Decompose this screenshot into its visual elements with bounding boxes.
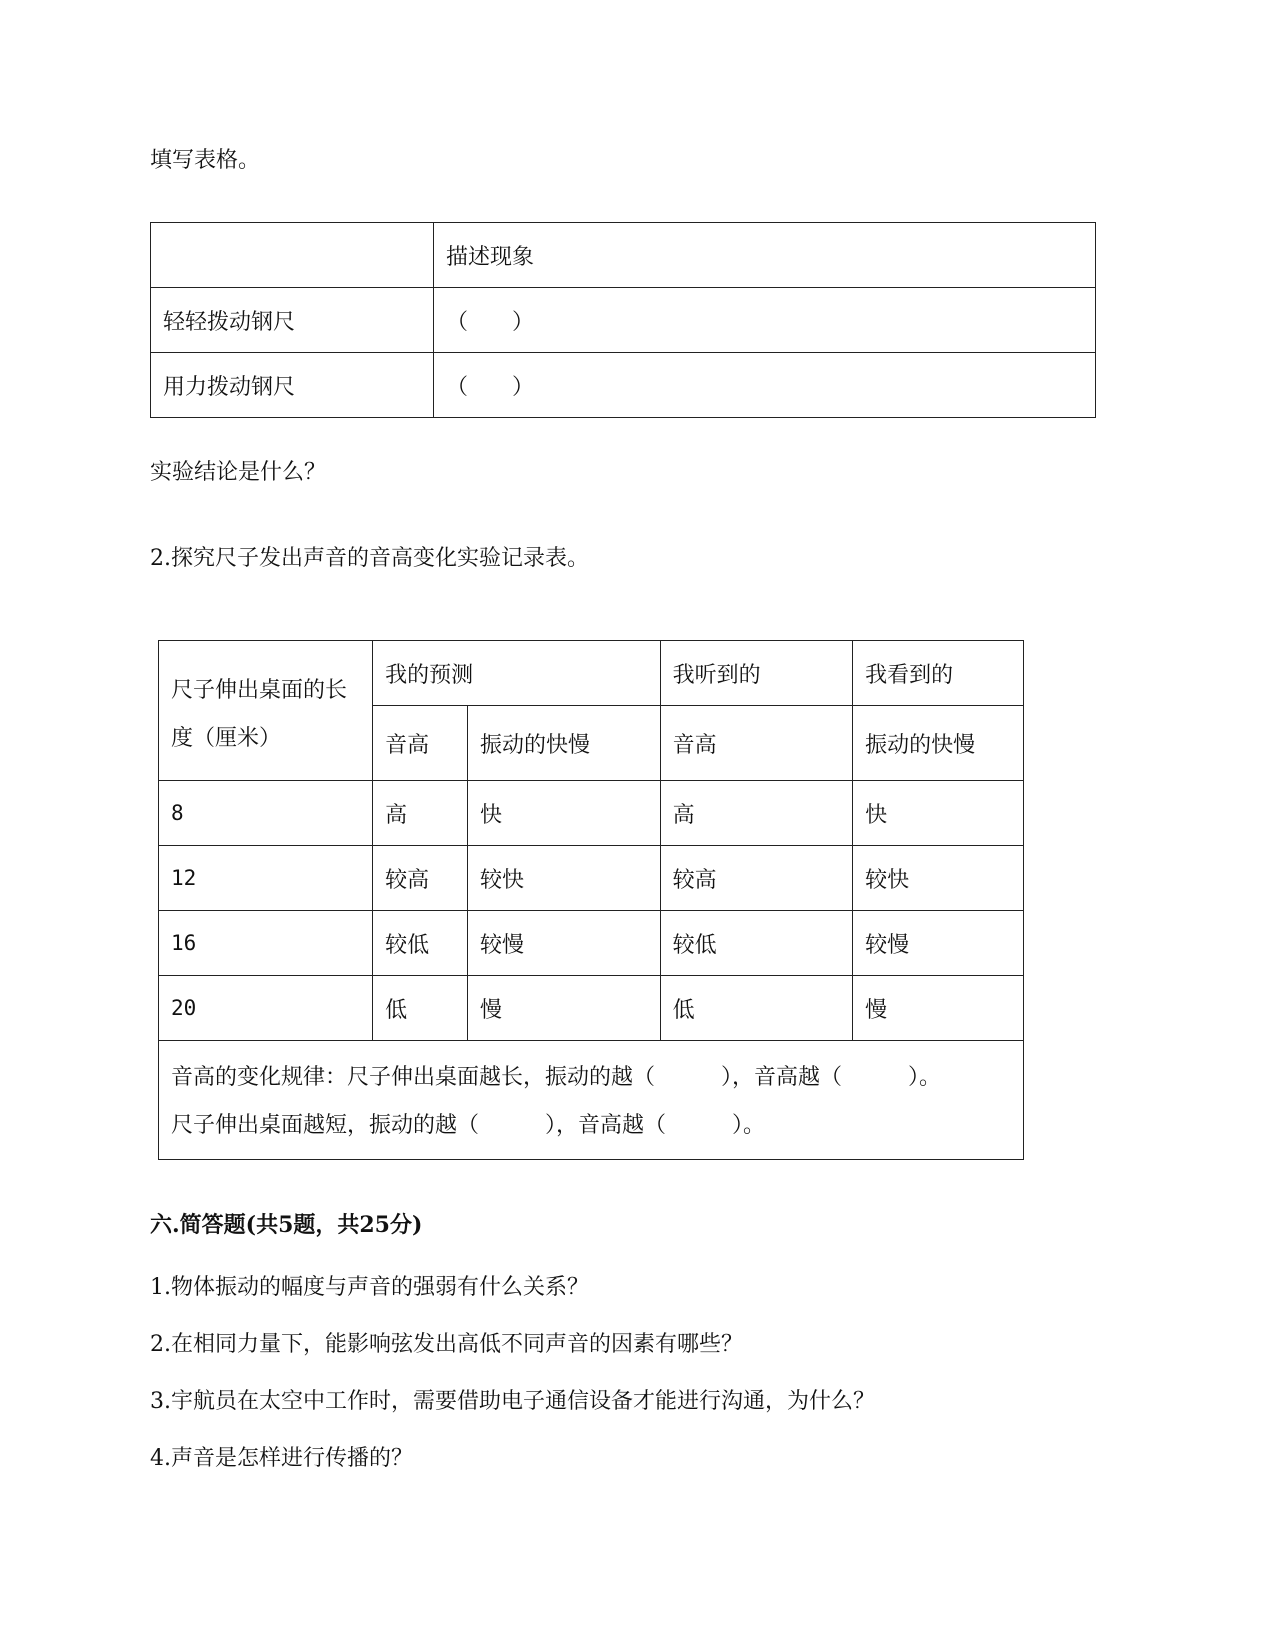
table-row: [151, 353, 1096, 418]
rule-cell: [159, 1041, 1024, 1160]
rule-line-2: 尺子伸出桌面越短，振动的越（ ），音高越（ ）。: [171, 1113, 766, 1138]
sub-header-cell: 振动的快慢: [853, 706, 1024, 781]
table-cell: 较快: [853, 846, 1024, 911]
table-cell: 低: [660, 976, 853, 1041]
length-value-cell: 12: [159, 846, 373, 911]
sub-header-cell: 振动的快慢: [467, 706, 660, 781]
length-value-cell: 8: [159, 781, 373, 846]
length-header-cell: 尺子伸出桌面的长度（厘米）: [159, 641, 373, 781]
group-header-prediction: 我的预测: [373, 641, 661, 706]
question-3: 3.宇航员在太空中工作时，需要借助电子通信设备才能进行沟通，为什么？: [150, 1389, 875, 1414]
length-value-cell: 16: [159, 911, 373, 976]
table-row: [159, 911, 1024, 976]
table-cell: 慢: [467, 976, 660, 1041]
table-row: [159, 976, 1024, 1041]
table-cell: 较低: [373, 911, 468, 976]
table-cell: 快: [853, 781, 1024, 846]
question-2: 2.在相同力量下，能影响弦发出高低不同声音的因素有哪些？: [150, 1332, 743, 1357]
answer-blank-cell[interactable]: （ ）: [434, 353, 1096, 418]
sub-header-cell: 音高: [373, 706, 468, 781]
table-row: [159, 846, 1024, 911]
length-value-cell: 20: [159, 976, 373, 1041]
sub-header-cell: 音高: [660, 706, 853, 781]
answer-blank-cell[interactable]: （ ）: [434, 288, 1096, 353]
table-cell: 较高: [660, 846, 853, 911]
group-header-heard: 我听到的: [660, 641, 853, 706]
question-4: 4.声音是怎样进行传播的？: [150, 1446, 413, 1471]
section-6-heading: 六.简答题(共5题，共25分): [150, 1212, 423, 1238]
question-1: 1.物体振动的幅度与声音的强弱有什么关系？: [150, 1275, 589, 1300]
conclusion-question: 实验结论是什么？: [150, 460, 327, 485]
table-cell: 较低: [660, 911, 853, 976]
table-cell: 较快: [467, 846, 660, 911]
rule-row: [159, 1041, 1024, 1160]
table-header-row: [151, 223, 1096, 288]
table-cell: 轻轻拨动钢尺: [151, 288, 434, 353]
table-cell: 低: [373, 976, 468, 1041]
phenomenon-table: [150, 222, 1096, 418]
table-cell: 较高: [373, 846, 468, 911]
table-cell: 较慢: [853, 911, 1024, 976]
table-row: [159, 781, 1024, 846]
table-cell: 高: [660, 781, 853, 846]
table-group-header-row: [159, 641, 1024, 706]
pitch-record-table: [158, 640, 1024, 1160]
rule-line-1: 音高的变化规律：尺子伸出桌面越长，振动的越（ ），音高越（ ）。: [171, 1065, 942, 1090]
table-row: [151, 288, 1096, 353]
table-cell: 慢: [853, 976, 1024, 1041]
group-header-seen: 我看到的: [853, 641, 1024, 706]
table-header-cell: 描述现象: [434, 223, 1096, 288]
fill-table-instruction: 填写表格。: [150, 148, 261, 173]
table-cell: 较慢: [467, 911, 660, 976]
table-header-cell: [151, 223, 434, 288]
table-cell: 用力拨动钢尺: [151, 353, 434, 418]
table-cell: 快: [467, 781, 660, 846]
experiment-2-title: 2.探究尺子发出声音的音高变化实验记录表。: [150, 546, 589, 571]
table-cell: 高: [373, 781, 468, 846]
